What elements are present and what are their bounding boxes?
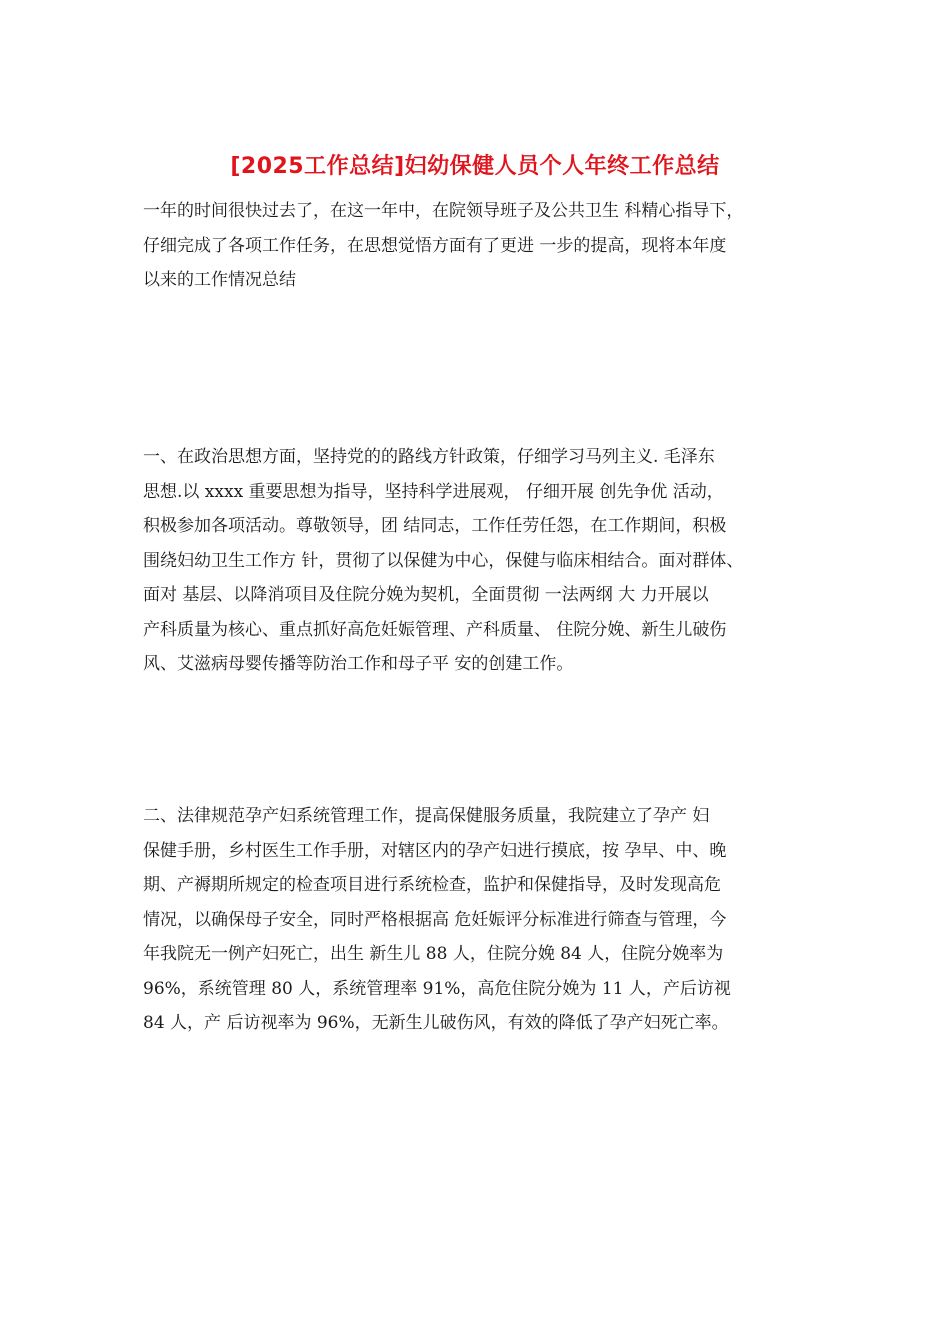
document-title: [2025工作总结]妇幼保健人员个人年终工作总结: [230, 154, 720, 179]
intro-paragraph: 一年的时间很快过去了，在这一年中，在院领导班子及公共卫生 科精心指导下， 仔细完成了各项工作任务，在思想觉悟方面有了更进 一步的提高，现将本年度 以来的工作情况总结: [143, 201, 744, 290]
section-one-paragraph: 一、在政治思想方面，坚持党的的路线方针政策，仔细学习马列主义. 毛泽东 思想.以 xxxx 重要思想为指导，坚持科学进展观， 仔细开展 创先争优 活动， 积极参加各项活动。尊敬领导，团 结同志，工作任劳任怨，在工作期间，积极 围绕妇幼卫生工作方 针，贯彻了以保健为中心，保健与临床相结合。面对群体、 面对 基层、以降消项目及住院分娩为契机，全面贯彻 一法两纲 大 力开展以 产科质量为核心、重点抓好高危妊娠管理、产科质量、 住院分娩、新生儿破伤 风、艾滋病母婴传播等防治工作和母子平 安的创建工作。: [143, 447, 744, 674]
section-two-paragraph: 二、法律规范孕产妇系统管理工作，提高保健服务质量，我院建立了孕产 妇 保健手册，乡村医生工作手册，对辖区内的孕产妇进行摸底，按 孕早、中、晚 期、产褥期所规定的检查项目进行系统检查，监护和保健指导，及时发现高危 情况，以确保母子安全，同时严格根据高 危妊娠评分标准进行筛查与管理，今 年我院无一例产妇死亡，出生 新生儿 88 人，住院分娩 84 人，住院分娩率为 96%，系统管理 80 人，系统管理率 91%，高危住院分娩为 11 人，产后访视 84 人，产 后访视率为 96%，无新生儿破伤风，有效的降低了孕产妇死亡率。: [143, 806, 731, 1033]
